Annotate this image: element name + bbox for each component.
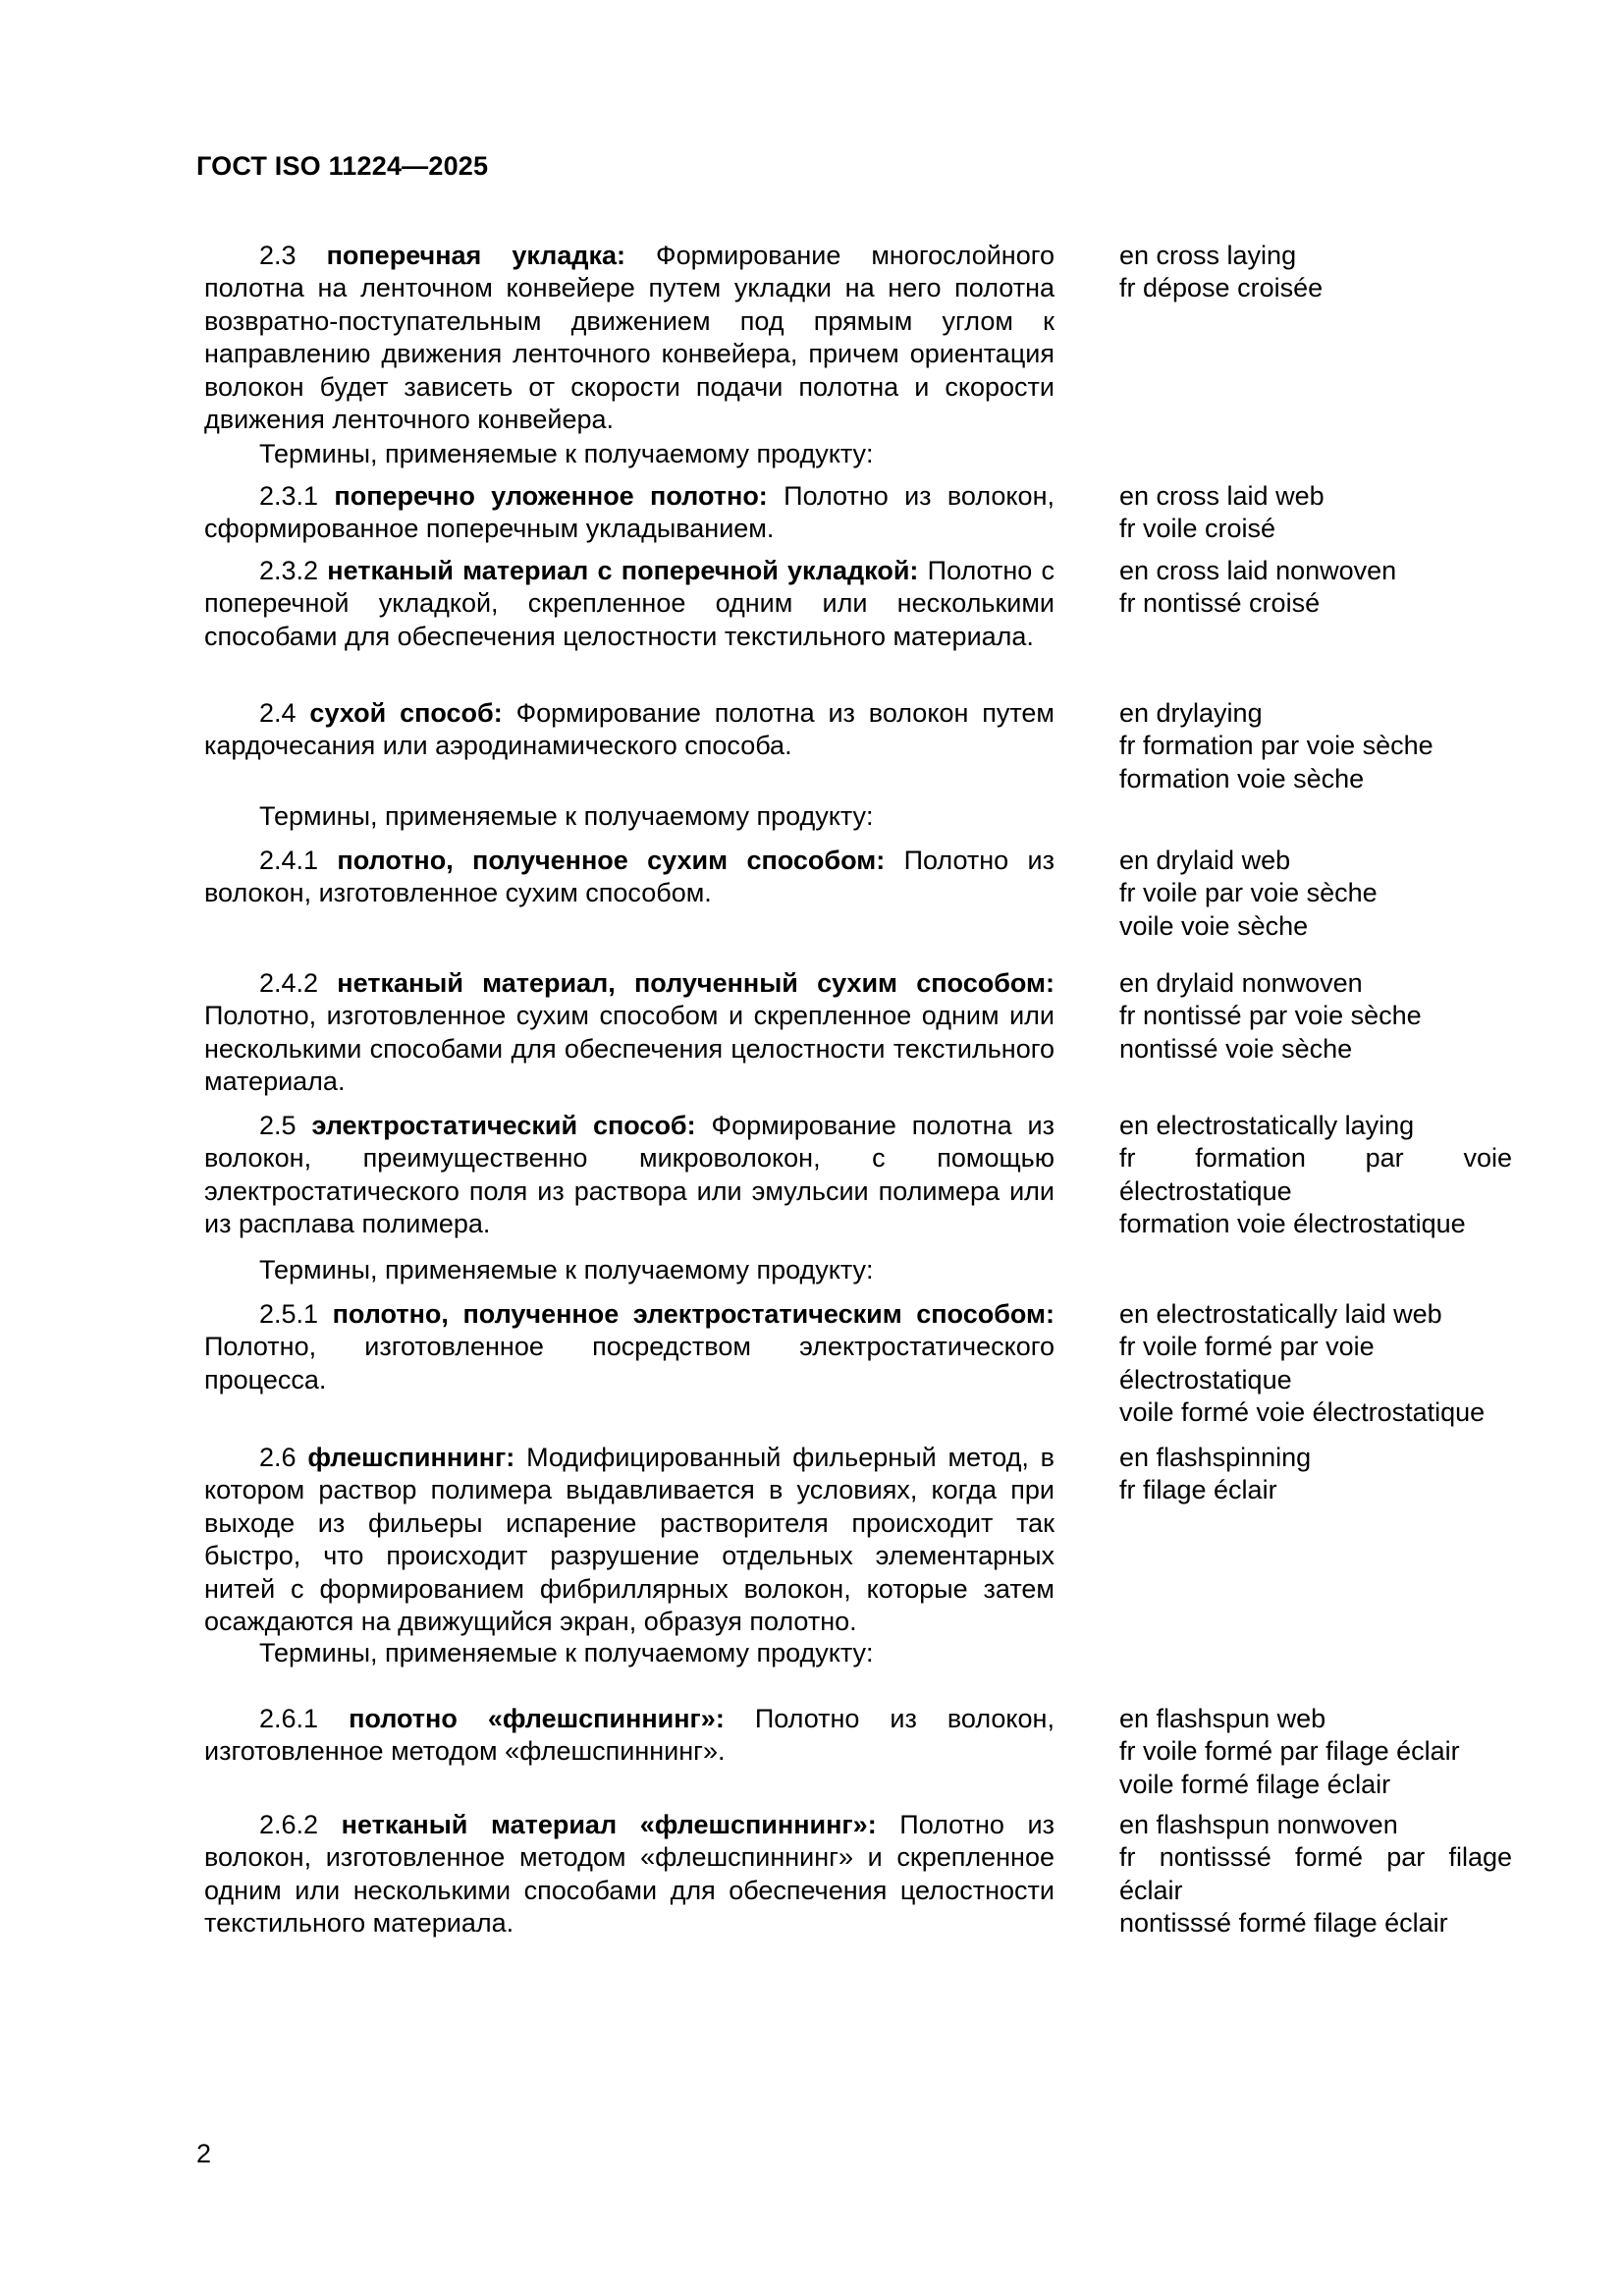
foreign-equivalent: électrostatique	[1119, 1364, 1292, 1394]
foreign-equivalent: formation voie électrostatique	[1119, 1209, 1466, 1239]
term-equivalents	[1119, 1703, 1512, 1801]
term-equivalents	[1119, 480, 1512, 546]
term-definition	[204, 1298, 1055, 1396]
foreign-equivalent: éclair	[1119, 1875, 1183, 1905]
foreign-equivalent: formation voie sèche	[1119, 763, 1365, 793]
term-number: 2.4.2	[259, 968, 319, 998]
term-equivalents	[1119, 1442, 1512, 1507]
term-text: Полотно с поперечной укладкой, скрепленное одним или несколькими способами для обеспечения целостности текстильного материала.	[204, 556, 1055, 651]
foreign-equivalent: fr nontissé croisé	[1119, 588, 1321, 619]
term-definition	[204, 697, 1055, 763]
term-equivalents	[1119, 697, 1512, 795]
term-name: полотно «флешспиннинг»:	[349, 1704, 725, 1733]
foreign-equivalent: en drylaying	[1119, 698, 1263, 728]
term-text: Полотно, изготовленное посредством электростатического процесса.	[204, 1332, 1055, 1394]
term-definition	[204, 555, 1055, 653]
term-definition	[204, 240, 1055, 436]
foreign-equivalent: fr dépose croisée	[1119, 273, 1324, 303]
foreign-equivalent: voile voie sèche	[1119, 910, 1309, 941]
foreign-equivalent: électrostatique	[1119, 1175, 1292, 1206]
term-name: электростатический способ:	[311, 1111, 696, 1140]
term-name: сухой способ:	[309, 698, 503, 728]
term-text: Формирование многослойного полотна на ленточном конвейере путем укладки на него полотна возвратно-поступательным движением под прямым углом к направлению движения ленточного конвейера, причем ориентация волокон будет зависеть от скорости подачи полотна и скорости движения ленточного конвейера.	[204, 241, 1055, 435]
term-number: 2.5	[259, 1111, 297, 1140]
term-name: поперечно уложенное полотно:	[334, 481, 768, 511]
foreign-equivalent: nontisssé formé filage éclair	[1119, 1908, 1448, 1939]
foreign-equivalent: en drylaid web	[1119, 846, 1291, 875]
term-text: Полотно из волокон, изготовленное методом «флешспиннинг» и скрепленное одним или несколькими способами для обеспечения целостности текстильного материала.	[204, 1810, 1055, 1939]
term-definition	[204, 967, 1055, 1099]
term-number: 2.3.1	[259, 481, 319, 511]
term-equivalents	[1119, 1809, 1512, 1941]
foreign-equivalent: fr voile croisé	[1119, 514, 1276, 544]
foreign-equivalent: fr formation par voie sèche	[1119, 731, 1434, 761]
term-number: 2.6	[259, 1443, 297, 1472]
section-note: Термины, применяемые к получаемому продукту:	[259, 1255, 874, 1285]
term-name: нетканый материал, полученный сухим способом:	[337, 968, 1055, 998]
term-definition	[204, 1703, 1055, 1769]
term-definition	[204, 1809, 1055, 1941]
section-note: Термины, применяемые к получаемому продукту:	[259, 1638, 874, 1667]
foreign-equivalent: fr formation par voie	[1119, 1143, 1512, 1174]
term-text: Формирование полотна из волокон, преимущественно микроволокон, с помощью электростатического поля из раствора или эмульсии полимера или из расплава полимера.	[204, 1111, 1055, 1239]
term-name: полотно, полученное сухим способом:	[337, 846, 886, 875]
foreign-equivalent: en cross laid web	[1119, 481, 1325, 511]
term-number: 2.6.2	[259, 1810, 319, 1839]
term-equivalents	[1119, 555, 1512, 621]
foreign-equivalent: fr filage éclair	[1119, 1475, 1277, 1505]
page-number: 2	[196, 2139, 212, 2168]
foreign-equivalent: fr voile par voie sèche	[1119, 878, 1378, 908]
foreign-equivalent: en drylaid nonwoven	[1119, 968, 1363, 998]
foreign-equivalent: fr nontissé par voie sèche	[1119, 1001, 1422, 1031]
term-definition	[204, 1110, 1055, 1241]
term-text: Формирование полотна из волокон путем кардочесания или аэродинамического способа.	[204, 698, 1055, 761]
foreign-equivalent: voile formé voie électrostatique	[1119, 1397, 1486, 1428]
term-definition	[204, 480, 1055, 546]
term-name: флешспиннинг:	[307, 1443, 515, 1472]
foreign-equivalent: fr nontisssé formé par filage	[1119, 1842, 1512, 1873]
term-text: Модифицированный фильерный метод, в котором раствор полимера выдавливается в условиях, когда при выходе из фильеры испарение растворителя происходит так быстро, что происходит разрушение отдельных элементарных нитей с формированием фибриллярных волокон, которые затем осаждаются на движущийся экран, образуя полотно.	[204, 1443, 1055, 1637]
term-equivalents	[1119, 967, 1512, 1066]
foreign-equivalent: en flashspun nonwoven	[1119, 1810, 1398, 1839]
foreign-equivalent: voile formé filage éclair	[1119, 1769, 1391, 1799]
term-equivalents	[1119, 845, 1512, 943]
term-number: 2.4.1	[259, 846, 319, 875]
foreign-equivalent: fr voile formé par filage éclair	[1119, 1736, 1460, 1767]
foreign-equivalent: en cross laid nonwoven	[1119, 556, 1397, 585]
term-text: Полотно из волокон, изготовленное сухим способом.	[204, 846, 1055, 908]
section-note: Термины, применяемые к получаемому продукту:	[259, 439, 874, 468]
term-definition	[204, 845, 1055, 910]
term-text: Полотно, изготовленное сухим способом и скрепленное одним или несколькими способами для обеспечения целостности текстильного материала.	[204, 1001, 1055, 1097]
term-number: 2.4	[259, 698, 297, 728]
document-header: ГОСТ ISO 11224—2025	[196, 151, 489, 181]
term-number: 2.3	[259, 241, 297, 270]
foreign-equivalent: en flashspun web	[1119, 1704, 1326, 1733]
term-text: Полотно из волокон, изготовленное методом «флешспиннинг».	[204, 1704, 1055, 1767]
term-number: 2.5.1	[259, 1299, 319, 1329]
section-note: Термины, применяемые к получаемому продукту:	[259, 801, 874, 831]
foreign-equivalent: nontissé voie sèche	[1119, 1033, 1353, 1064]
term-text: Полотно из волокон, сформированное поперечным укладыванием.	[204, 481, 1055, 544]
foreign-equivalent: en flashspinning	[1119, 1443, 1312, 1472]
term-number: 2.3.2	[259, 556, 319, 585]
foreign-equivalent: en cross laying	[1119, 241, 1297, 270]
foreign-equivalent: fr voile formé par voie	[1119, 1332, 1375, 1362]
foreign-equivalent: en electrostatically laying	[1119, 1111, 1415, 1140]
term-equivalents	[1119, 240, 1512, 305]
term-number: 2.6.1	[259, 1704, 319, 1733]
term-name: нетканый материал с поперечной укладкой:	[327, 556, 919, 585]
foreign-equivalent: en electrostatically laid web	[1119, 1299, 1442, 1329]
term-equivalents	[1119, 1298, 1512, 1430]
term-definition	[204, 1442, 1055, 1638]
term-equivalents	[1119, 1110, 1512, 1241]
term-name: поперечная укладка:	[326, 241, 626, 270]
term-name: полотно, полученное электростатическим способом:	[332, 1299, 1055, 1329]
term-name: нетканый материал «флешспиннинг»:	[341, 1810, 877, 1839]
